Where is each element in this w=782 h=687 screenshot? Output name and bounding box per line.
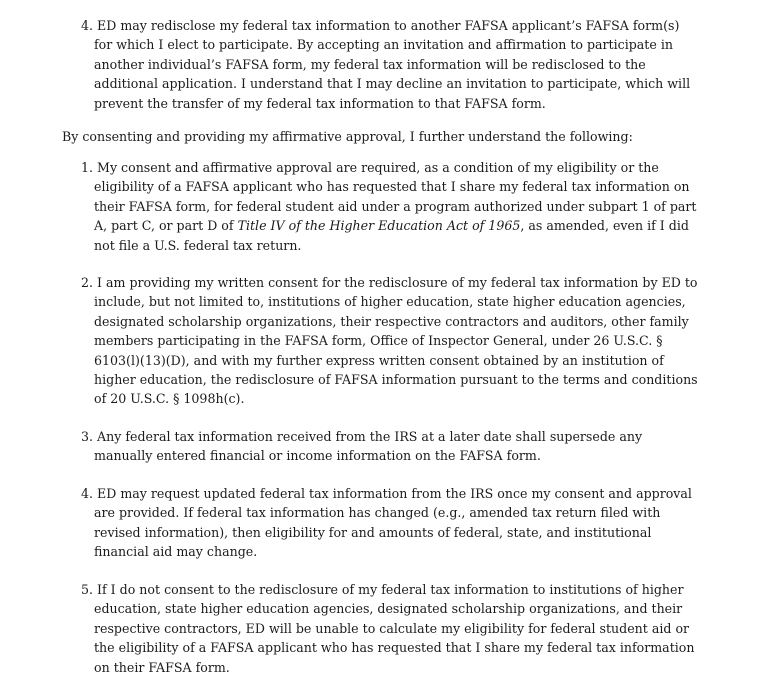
list-item-text-end: , as amended, even if I did not file a U.S. federal tax return.: [94, 218, 689, 253]
list-item-text: ED may request updated federal tax information from the IRS once my consent and approval are provided. If federal tax information has changed (e.g., amended tax return filed with revised information), then eligibility for and amounts of federal, state, and institutional financial aid may change.: [94, 486, 692, 560]
list-item-text: If I do not consent to the redisclosure of my federal tax information to institutions of higher education, state higher education agencies, designated scholarship organizations, and their respective contractors, ED will be unable to calculate my eligibility for federal student aid or the eligibility of a FAFSA applicant who has requested that I share my federal tax information on their FAFSA form.: [94, 582, 695, 675]
list-item-text: I am providing my written consent for the redisclosure of my federal tax information by ED to include, but not limited to, institutions of higher education, state higher education agencies, designated scholarship organizations, their respective contractors and auditors, other family members participating in the FAFSA form, Office of Inspector General, under 26 U.S.C. § 6103(l)(13)(D), and with my further express written consent obtained by an institution of higher education, the redisclosure of FAFSA information pursuant to the terms and conditions of 20 U.S.C. § 1098h(c).: [94, 275, 698, 407]
list-item-text: ED may redisclose my federal tax information to another FAFSA applicant’s FAFSA form(s) for which I elect to participate. By accepting an invitation and affirmation to participate in another individual’s FAFSA form, my federal tax information will be redisclosed to the additional application. I understand that I may decline an invitation to participate, which will prevent the transfer of my federal tax information to that FAFSA form.: [94, 18, 691, 111]
list-item-4: [81, 484, 700, 562]
list-item-prev-4: [81, 16, 700, 113]
list-item-number: 2.: [81, 275, 94, 290]
list-item-number: 4.: [81, 18, 94, 33]
list-item-1: [81, 158, 700, 255]
intro-paragraph: By consenting and providing my affirmative approval, I further understand the following:: [62, 129, 633, 144]
list-item-text: Any federal tax information received from the IRS at a later date shall supersede any manually entered financial or income information on the FAFSA form.: [94, 429, 643, 464]
list-item-2: [81, 273, 700, 409]
list-item-text: My consent and affirmative approval are required, as a condition of my eligibility or the eligibility of a FAFSA applicant who has requested that I share my federal tax information on their FAFSA form, for federal student aid under a program authorized under subpart 1 of part A, part C, or part D of: [94, 160, 697, 234]
list-item-number: 1.: [81, 160, 94, 175]
list-item-3: [81, 427, 700, 466]
list-item-number: 4.: [81, 486, 94, 501]
list-item-number: 5.: [81, 582, 94, 597]
act-title: Title IV of the Higher Education Act of 1965: [237, 218, 521, 234]
list-item-5: [81, 580, 700, 677]
list-item-number: 3.: [81, 429, 94, 444]
